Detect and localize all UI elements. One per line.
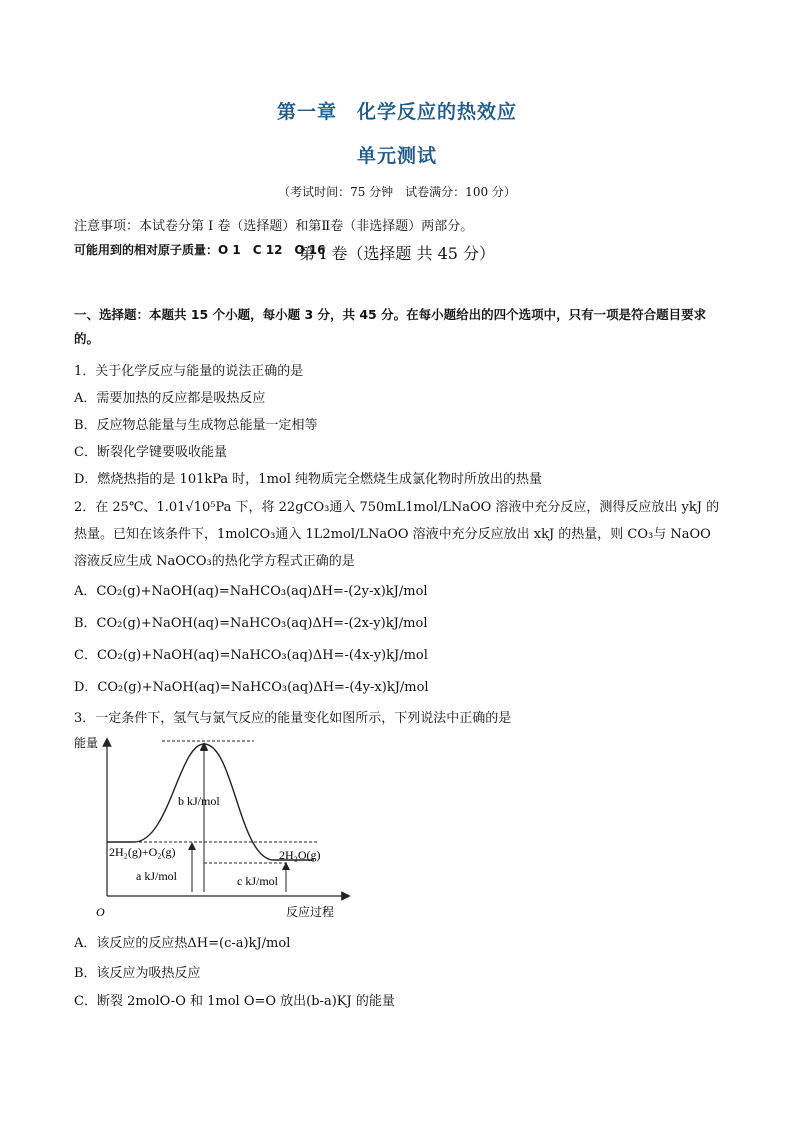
- question-3-stem: 3．一定条件下，氢气与氯气反应的能量变化如图所示，下列说法中正确的是: [74, 711, 512, 726]
- notice-text: 注意事项：本试卷分第 I 卷（选择题）和第Ⅱ卷（非选择题）两部分。: [74, 219, 474, 234]
- test-subtitle: 单元测试: [356, 145, 437, 167]
- a-label: a kJ/mol: [136, 869, 177, 883]
- c-label: c kJ/mol: [237, 874, 278, 888]
- question-1-option-c: C．断裂化学键要吸收能量: [74, 445, 227, 460]
- origin-label: O: [96, 905, 105, 919]
- question-3-option-c: C．断裂 2molO-O 和 1mol O=O 放出(b-a)KJ 的能量: [74, 994, 395, 1009]
- energy-diagram: [74, 730, 364, 925]
- question-2-stem: 2．在 25℃、1.01√10⁵Pa 下，将 22gCO₃通入 750mL1mol/LNaOO 溶液中充分反应，测得反应放出 ykJ 的热量。已知在该条件下，1molCO₃通入 1L2mol/LNaOO 溶液中充分反应放出 xkJ 的热量，则 CO₃与 NaOO 溶液反应生成 NaOCO₃的热化学方程式正确的是: [74, 500, 720, 569]
- question-1-option-b: B．反应物总能量与生成物总能量一定相等: [74, 418, 318, 433]
- y-axis-label: 能量: [74, 736, 99, 750]
- x-axis-label: 反应过程: [286, 905, 335, 919]
- question-3-option-b: B．该反应为吸热反应: [74, 966, 201, 981]
- atomic-mass-text: 可能用到的相对原子质量：O 1 C 12 O 16: [74, 243, 326, 257]
- reactant-label: 2H₂(g)+O₂(g): [109, 845, 176, 859]
- question-1-stem: 1．关于化学反应与能量的说法正确的是: [74, 364, 304, 379]
- question-2-option-b: B．CO₂(g)+NaOH(aq)=NaHCO₃(aq)ΔH=-(2x-y)kJ/mol: [74, 616, 428, 631]
- b-label: b kJ/mol: [178, 794, 220, 808]
- question-2-option-c: C．CO₂(g)+NaOH(aq)=NaHCO₃(aq)ΔH=-(4x-y)kJ/mol: [74, 648, 428, 663]
- chapter-title: 第一章 化学反应的热效应: [276, 101, 517, 123]
- question-3-option-a: A．该反应的反应热ΔH=(c-a)kJ/mol: [74, 936, 291, 951]
- question-2-option-a: A．CO₂(g)+NaOH(aq)=NaHCO₃(aq)ΔH=-(2y-x)kJ/mol: [74, 584, 428, 599]
- exam-info: （考试时间：75 分钟 试卷满分：100 分）: [278, 185, 516, 199]
- question-1-option-a: A．需要加热的反应都是吸热反应: [74, 391, 266, 406]
- section-instruction: 一、选择题：本题共 15 个小题，每小题 3 分，共 45 分。在每小题给出的四个选项中，只有一项是符合题目要求的。: [74, 307, 707, 346]
- product-label: 2H₂O(g): [279, 848, 321, 862]
- question-2-option-d: D．CO₂(g)+NaOH(aq)=NaHCO₃(aq)ΔH=-(4y-x)kJ/mol: [74, 680, 429, 695]
- question-1-option-d: D．燃烧热指的是 101kPa 时，1mol 纯物质完全燃烧生成氯化物时所放出的热量: [74, 472, 543, 487]
- section-title: 第 I 卷（选择题 共 45 分）: [298, 244, 496, 263]
